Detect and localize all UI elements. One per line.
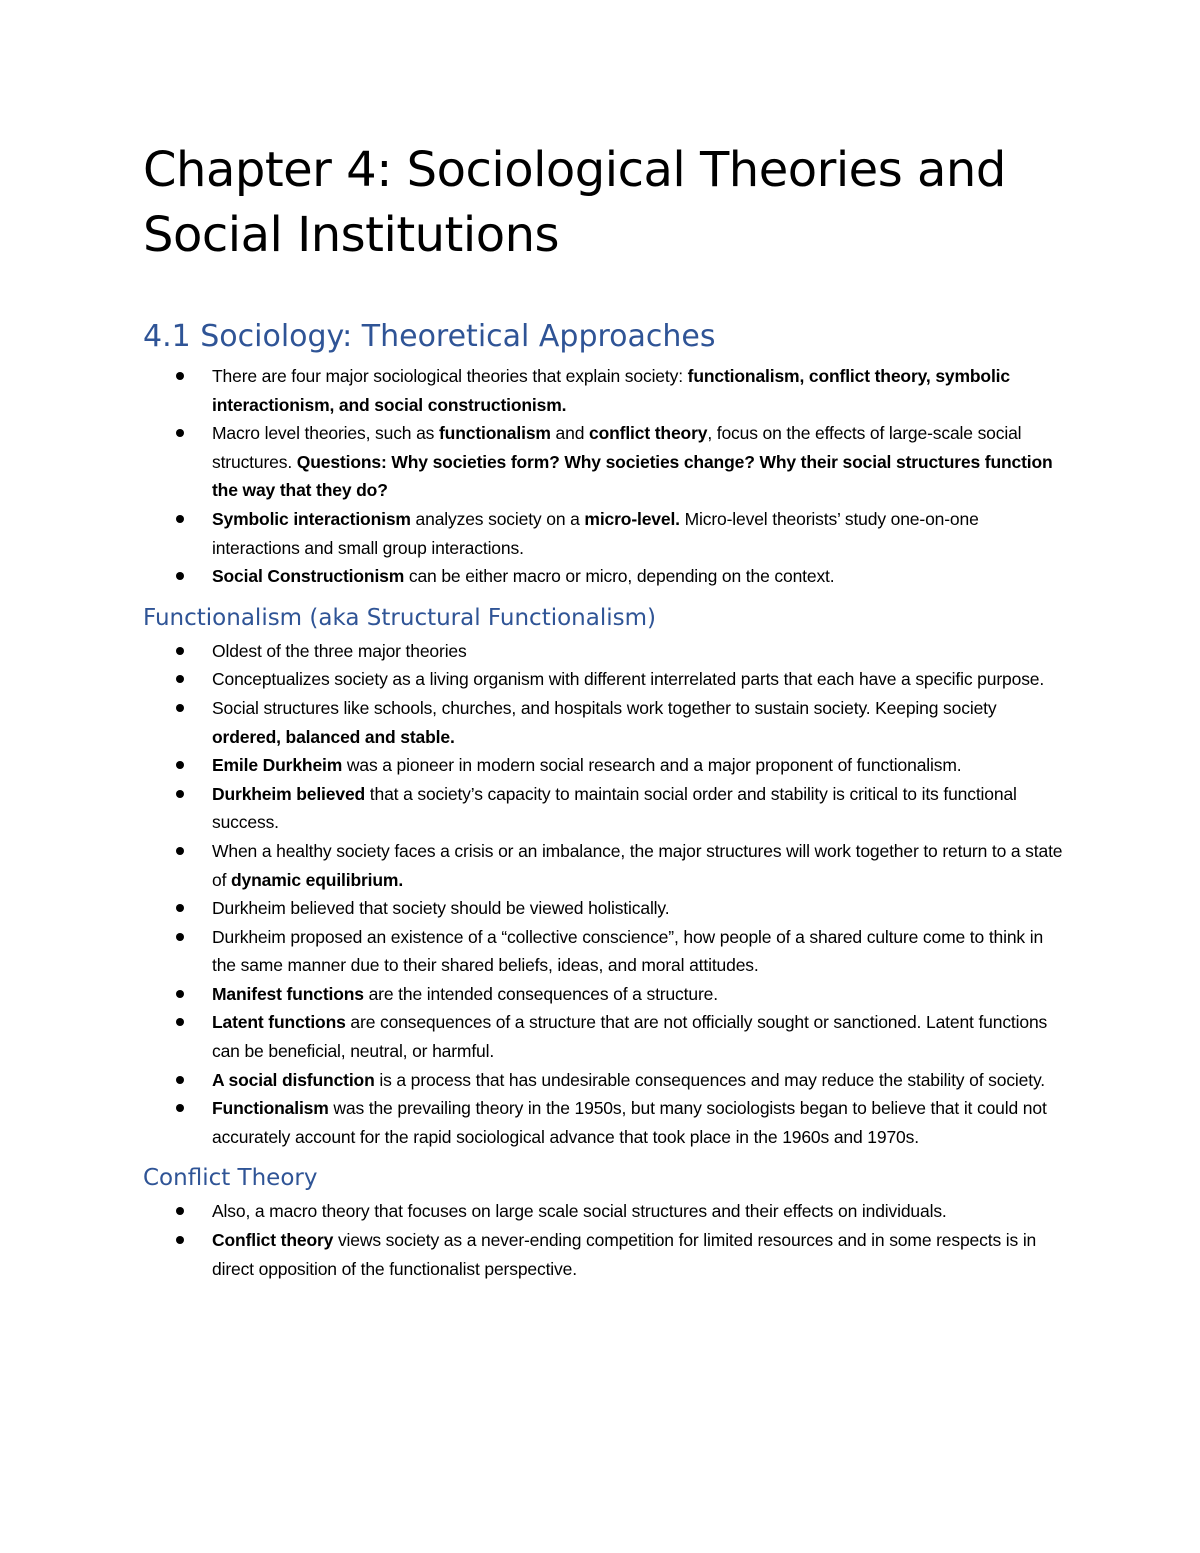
bold-text: functionalism — [439, 423, 551, 444]
body-text: was a pioneer in modern social research and a major proponent of functionalism. — [342, 755, 962, 776]
list-item — [143, 923, 1063, 980]
bold-text: Conflict theory — [212, 1230, 334, 1251]
bullet-icon — [176, 761, 184, 769]
body-text: Social structures like schools, churches, and hospitals work together to sustain society. Keeping society — [212, 697, 997, 718]
bullet-icon — [176, 790, 184, 798]
list-item — [143, 694, 1063, 751]
bullet-icon — [176, 1104, 184, 1112]
body-text: Oldest of the three major theories — [212, 640, 467, 661]
list-item — [143, 637, 1063, 666]
list-item — [143, 837, 1063, 894]
bold-text: Latent functions — [212, 1012, 346, 1033]
bullet-list — [143, 362, 1063, 591]
bold-text: functionalism, conflict theory, symbolic interactionism, and social constructionism. — [212, 366, 1010, 415]
bullet-icon — [176, 429, 184, 437]
list-item — [143, 419, 1063, 505]
list-item — [143, 562, 1063, 591]
bullet-icon — [176, 847, 184, 855]
bold-text: Manifest functions — [212, 983, 364, 1004]
bold-text: micro-level. — [584, 508, 680, 529]
bullet-icon — [176, 704, 184, 712]
body-text: Also, a macro theory that focuses on large scale social structures and their effects on individuals. — [212, 1201, 947, 1222]
bold-text: A social disfunction — [212, 1069, 375, 1090]
list-item — [143, 665, 1063, 694]
bullet-icon — [176, 904, 184, 912]
bold-text: Durkheim believed — [212, 783, 366, 804]
body-text: Micro-level theorists’ study one-on-one interactions and small group interactions. — [212, 508, 979, 558]
document-body — [143, 318, 1063, 1283]
list-item — [143, 362, 1063, 419]
bold-text: dynamic equilibrium. — [231, 869, 404, 890]
bullet-list — [143, 637, 1063, 1152]
body-text: There are four major sociological theories that explain society: — [212, 366, 688, 386]
list-item — [143, 980, 1063, 1009]
page-title: Chapter 4: Sociological Theories and Social Institutions — [143, 142, 1006, 263]
bullet-icon — [176, 515, 184, 523]
bold-text: Emile Durkheim — [212, 755, 343, 776]
body-text: are the intended consequences of a structure. — [363, 983, 718, 1004]
list-item — [143, 1094, 1063, 1151]
body-text: Conceptualizes society as a living organism with different interrelated parts that each have a specific purpose. — [212, 669, 1045, 690]
list-item — [143, 780, 1063, 837]
bullet-icon — [176, 647, 184, 655]
list-item — [143, 894, 1063, 923]
body-text: When a healthy society faces a crisis or an imbalance, the major structures will work together to return to a state of — [212, 840, 1063, 890]
body-text: are consequences of a structure that are not officially sought or sanctioned. Latent functions can be beneficial, neutral, or harmful. — [212, 1012, 1048, 1062]
bold-text: Social Constructionism — [212, 566, 405, 587]
list-item — [143, 1008, 1063, 1065]
body-text: was the prevailing theory in the 1950s, but many sociologists began to believe that it could not accurately account for the rapid sociological advance that took place in the 1960s and 1970s. — [212, 1098, 1047, 1147]
body-text: that a society’s capacity to maintain social order and stability is critical to its functional success. — [212, 783, 1017, 833]
body-text: analyzes society on a — [410, 508, 585, 529]
body-text: Durkheim believed that society should be viewed holistically. — [212, 898, 670, 919]
bold-text: conflict theory — [589, 423, 708, 444]
document-page — [143, 138, 1063, 1283]
bullet-icon — [176, 675, 184, 683]
list-item — [143, 751, 1063, 780]
body-text: can be either macro or micro, depending on the context. — [404, 566, 835, 587]
body-text: is a process that has undesirable consequences and may reduce the stability of society. — [374, 1069, 1045, 1090]
body-text: , focus on the effects of large-scale social structures. — [212, 423, 1022, 472]
list-item — [143, 1226, 1063, 1283]
bullet-icon — [176, 1076, 184, 1084]
section-heading: Functionalism (aka Structural Functionalism) — [143, 604, 656, 631]
bold-text: Symbolic interactionism — [212, 508, 411, 529]
list-item — [143, 505, 1063, 562]
bullet-icon — [176, 990, 184, 998]
bold-text: Functionalism — [212, 1098, 329, 1119]
section-heading-main: 4.1 Sociology: Theoretical Approaches — [143, 319, 716, 354]
body-text: and — [550, 423, 589, 444]
bold-text: ordered, balanced and stable. — [212, 726, 455, 747]
bullet-icon — [176, 572, 184, 580]
bullet-icon — [176, 1236, 184, 1244]
bold-text: Questions: Why societies form? Why societies change? Why their social structures function the way that they do? — [212, 451, 1053, 501]
bullet-icon — [176, 933, 184, 941]
body-text: Macro level theories, such as — [212, 423, 439, 444]
body-text: views society as a never-ending competition for limited resources and in some respects is in direct opposition of the functionalist perspective. — [212, 1230, 1037, 1279]
list-item — [143, 1197, 1063, 1226]
bullet-list — [143, 1197, 1063, 1283]
section-heading: Conflict Theory — [143, 1165, 318, 1192]
bullet-icon — [176, 1207, 184, 1215]
bullet-icon — [176, 1018, 184, 1026]
bullet-icon — [176, 372, 184, 380]
body-text: Durkheim proposed an existence of a “collective conscience”, how people of a shared culture come to think in the same manner due to their shared beliefs, ideas, and moral attitudes. — [212, 926, 1044, 976]
list-item — [143, 1066, 1063, 1095]
